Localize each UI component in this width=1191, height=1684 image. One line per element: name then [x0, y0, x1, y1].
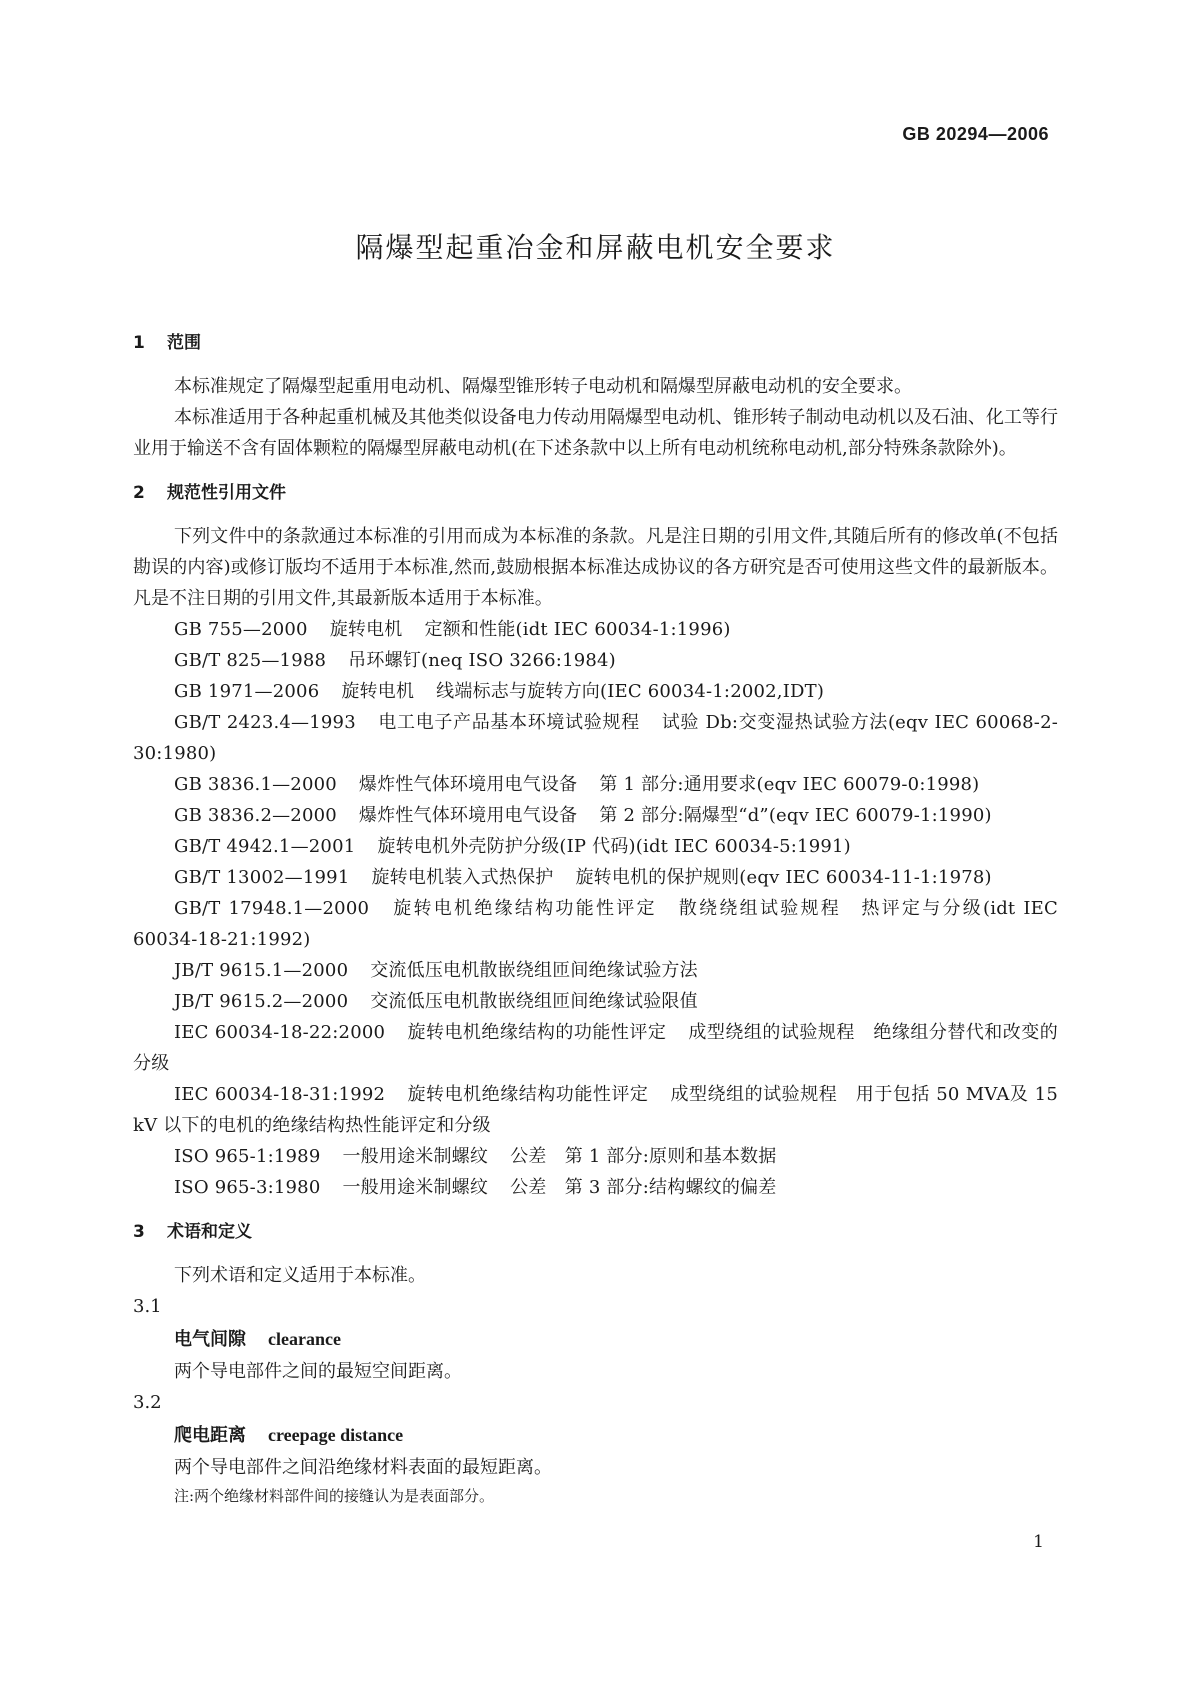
reference-code: GB 3836.2—2000	[174, 805, 337, 826]
reference-title: 吊环螺钉(neq ISO 3266:1984)	[348, 650, 616, 671]
reference-code: GB/T 2423.4—1993	[174, 712, 356, 733]
reference-item	[133, 986, 1058, 1017]
reference-code: ISO 965-1:1989	[174, 1146, 321, 1167]
section-3-title: 术语和定义	[167, 1222, 252, 1242]
reference-code: GB 1971—2006	[174, 681, 320, 702]
term-name	[133, 1323, 1058, 1356]
reference-code: JB/T 9615.2—2000	[174, 991, 349, 1012]
reference-item	[133, 769, 1058, 800]
reference-detail: 旋转电机的保护规则(eqv IEC 60034-11-1:1978)	[575, 867, 992, 888]
reference-detail: 散绕绕组试验规程 热评定与分级(idt IEC 60034-18-21:1992)	[133, 898, 1058, 950]
standard-code: GB 20294—2006	[902, 124, 1049, 144]
reference-item	[133, 676, 1058, 707]
reference-item	[133, 955, 1058, 986]
reference-code: GB/T 4942.1—2001	[174, 836, 356, 857]
reference-title: 爆炸性气体环境用电气设备	[358, 774, 578, 795]
reference-detail: 成型绕组的试验规程 用于包括 50 MVA及 15 kV 以下的电机的绝缘结构热性能评定和分级	[133, 1084, 1058, 1136]
section-1-paragraph: 本标准规定了隔爆型起重用电动机、隔爆型锥形转子电动机和隔爆型屏蔽电动机的安全要求。	[174, 376, 912, 397]
reference-detail: 成型绕组的试验规程 绝缘组分替代和改变的分级	[133, 1022, 1058, 1074]
section-2-title: 规范性引用文件	[167, 483, 286, 503]
reference-detail: 第 1 部分:通用要求(eqv IEC 60079-0:1998)	[599, 774, 980, 795]
reference-item	[133, 614, 1058, 645]
term-number: 3.1	[133, 1296, 162, 1317]
reference-item	[133, 707, 1058, 769]
reference-title: 旋转电机绝缘结构功能性评定	[407, 1084, 649, 1105]
section-3-number: 3	[133, 1222, 145, 1242]
section-2-number: 2	[133, 483, 145, 503]
term-definition: 两个导电部件之间的最短空间距离。	[174, 1361, 462, 1382]
reference-item	[133, 645, 1058, 676]
reference-detail: 线端标志与旋转方向(IEC 60034-1:2002,IDT)	[436, 681, 825, 702]
page-number: 1	[1033, 1532, 1044, 1552]
reference-title: 旋转电机	[341, 681, 415, 702]
section-1-number: 1	[133, 333, 145, 353]
reference-title: 一般用途米制螺纹	[342, 1177, 489, 1198]
reference-title: 旋转电机外壳防护分级(IP 代码)(idt IEC 60034-5:1991)	[377, 836, 851, 857]
term-name-zh: 爬电距离	[174, 1425, 246, 1446]
section-2-intro: 下列文件中的条款通过本标准的引用而成为本标准的条款。凡是注日期的引用文件,其随后所有的修改单(不包括勘误的内容)或修订版均不适用于本标准,然而,鼓励根据本标准达成协议的各方研究是否可使用这些文件的最新版本。凡是不注日期的引用文件,其最新版本适用于本标准。	[133, 526, 1058, 609]
term-name-zh: 电气间隙	[174, 1329, 246, 1350]
reference-title: 旋转电机装入式热保护	[371, 867, 554, 888]
term-number: 3.2	[133, 1392, 162, 1413]
reference-item	[133, 1017, 1058, 1079]
term-list	[133, 1291, 1058, 1509]
section-3-intro: 下列术语和定义适用于本标准。	[174, 1265, 426, 1286]
term-definition: 两个导电部件之间沿绝缘材料表面的最短距离。	[174, 1457, 552, 1478]
reference-title: 爆炸性气体环境用电气设备	[358, 805, 578, 826]
reference-item	[133, 893, 1058, 955]
reference-list	[133, 614, 1058, 1203]
reference-detail: 公差 第 3 部分:结构螺纹的偏差	[510, 1177, 777, 1198]
reference-title: 电工电子产品基本环境试验规程	[377, 712, 640, 733]
reference-item	[133, 1079, 1058, 1141]
reference-title: 一般用途米制螺纹	[342, 1146, 489, 1167]
reference-detail: 第 2 部分:隔爆型“d”(eqv IEC 60079-1:1990)	[599, 805, 992, 826]
reference-detail: 试验 Db:交变湿热试验方法(eqv IEC 60068-2-30:1980)	[133, 712, 1058, 764]
reference-code: IEC 60034-18-22:2000	[174, 1022, 386, 1043]
section-2-heading	[133, 478, 1058, 508]
reference-code: GB/T 17948.1—2000	[174, 898, 370, 919]
term-name-en: creepage distance	[268, 1425, 404, 1445]
reference-title: 旋转电机绝缘结构的功能性评定	[407, 1022, 667, 1043]
reference-item	[133, 862, 1058, 893]
reference-code: JB/T 9615.1—2000	[174, 960, 349, 981]
term-name-en: clearance	[268, 1329, 341, 1349]
reference-item	[133, 831, 1058, 862]
reference-item	[133, 1141, 1058, 1172]
reference-title: 交流低压电机散嵌绕组匝间绝缘试验限值	[370, 991, 698, 1012]
reference-code: GB/T 825—1988	[174, 650, 327, 671]
reference-code: GB 3836.1—2000	[174, 774, 337, 795]
reference-code: GB/T 13002—1991	[174, 867, 350, 888]
section-1-title: 范围	[167, 333, 201, 353]
section-1-heading	[133, 328, 1058, 358]
section-3-heading	[133, 1217, 1058, 1247]
reference-code: IEC 60034-18-31:1992	[174, 1084, 386, 1105]
reference-title: 交流低压电机散嵌绕组匝间绝缘试验方法	[370, 960, 698, 981]
reference-title: 旋转电机	[329, 619, 403, 640]
document-title: 隔爆型起重冶金和屏蔽电机安全要求	[355, 231, 836, 264]
reference-detail: 定额和性能(idt IEC 60034-1:1996)	[424, 619, 731, 640]
document-body	[133, 328, 1058, 1509]
term-name	[133, 1419, 1058, 1452]
reference-title: 旋转电机绝缘结构功能性评定	[391, 898, 657, 919]
term-note: 注:两个绝缘材料部件间的接缝认为是表面部分。	[174, 1487, 495, 1505]
reference-item	[133, 800, 1058, 831]
reference-item	[133, 1172, 1058, 1203]
reference-detail: 公差 第 1 部分:原则和基本数据	[510, 1146, 777, 1167]
reference-code: ISO 965-3:1980	[174, 1177, 321, 1198]
reference-code: GB 755—2000	[174, 619, 308, 640]
section-1-paragraph: 本标准适用于各种起重机械及其他类似设备电力传动用隔爆型电动机、锥形转子制动电动机以及石油、化工等行业用于输送不含有固体颗粒的隔爆型屏蔽电动机(在下述条款中以上所有电动机统称电动机,部分特殊条款除外)。	[133, 407, 1058, 459]
